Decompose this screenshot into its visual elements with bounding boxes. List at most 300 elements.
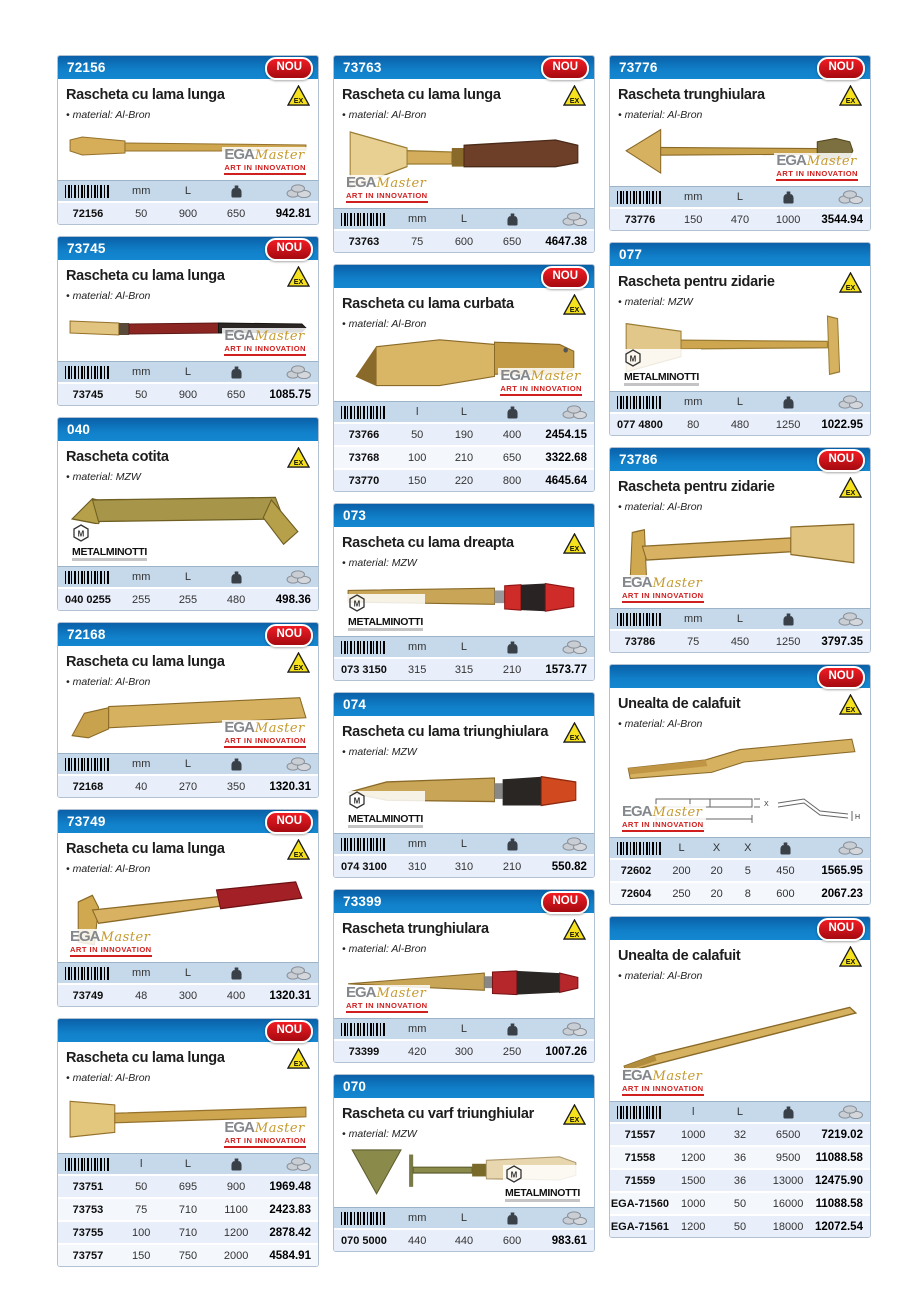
unit-label: mm [684,396,703,408]
row-value: 315 [454,663,474,676]
product-title: Rascheta cu lama curbata [342,296,514,312]
coins-icon [562,212,588,226]
product-card [609,916,871,1238]
weight-icon [231,571,242,584]
spec-table [58,962,318,1006]
spec-table [334,401,594,491]
card-header [58,237,318,260]
coins-icon [562,1022,588,1036]
row-value: 75 [687,635,700,648]
row-value: 440 [408,1234,427,1247]
material-note: • material: MZW [342,1128,417,1140]
product-card [333,889,595,1063]
row-price: 1007.26 [545,1045,587,1058]
ega-master-logo: EGA Master ART IN INNOVATION [344,175,430,203]
row-weight: 2000 [223,1249,249,1262]
table-row [334,422,594,445]
unit-label: L [460,1212,468,1224]
card-header [610,56,870,79]
metalminotti-logo: M METALMINOTTI [346,791,425,829]
table-body [610,207,870,230]
ex-warning-icon [839,694,862,715]
weight-icon [231,967,242,980]
nou-badge: NOU [817,57,865,80]
product-title: Rascheta cu lama lunga [66,268,225,284]
ega-master-logo: EGA Master ART IN INNOVATION [222,328,308,356]
coins-icon [838,612,864,626]
row-price: 1969.48 [269,1180,311,1193]
ega-master-logo: EGA Master ART IN INNOVATION [222,1120,308,1148]
row-value: 250 [672,887,691,900]
row-price: 4647.38 [545,235,587,248]
table-body [58,382,318,405]
product-card [57,236,319,406]
unit-label: L [736,191,744,203]
spec-table [610,608,870,652]
row-weight: 650 [226,388,246,401]
barcode-icon [341,641,385,654]
row-weight: 400 [502,428,522,441]
card-header [334,265,594,288]
spec-table [58,566,318,610]
product-image-area [66,486,310,562]
row-code: 73763 [348,235,380,248]
hexagon-icon [348,594,366,612]
row-value: 80 [687,418,700,431]
unit-label: L [184,366,192,378]
row-value: 50 [135,207,148,220]
row-code: 71559 [624,1174,656,1187]
material-note: • material: Al-Bron [66,109,151,121]
nou-badge: NOU [265,811,313,834]
coins-icon [286,966,312,980]
table-header [610,609,870,629]
product-card [333,264,595,492]
unit-label: mm [132,571,151,583]
material-note: • material: MZW [618,296,693,308]
spec-table [58,361,318,405]
product-code: 040 [67,422,91,437]
svg-text:EX: EX [569,306,580,315]
row-value: 600 [454,235,474,248]
ex-warning-icon [839,272,862,293]
metalminotti-logo: M METALMINOTTI [503,1165,582,1203]
ex-warning-icon [839,85,862,106]
table-header [610,1102,870,1122]
row-code: 72604 [620,887,652,900]
nou-badge: NOU [541,266,589,289]
table-row [610,1122,870,1145]
barcode-icon [65,185,109,198]
row-code: 72168 [72,780,104,793]
material-note: • material: Al-Bron [66,863,151,875]
row-value: 255 [178,593,198,606]
row-value: 480 [730,418,750,431]
ega-master-logo: EGA Master ART IN INNOVATION [68,929,154,957]
table-header [58,754,318,774]
product-title: Rascheta cu lama lunga [66,841,225,857]
product-title: Rascheta cotita [66,449,169,465]
product-title: Rascheta cu lama lunga [66,87,225,103]
row-value: 1000 [680,1197,706,1210]
product-image-area [618,124,862,182]
coins-icon [838,1105,864,1119]
table-header [58,963,318,983]
row-weight: 450 [776,864,795,877]
product-card [609,447,871,653]
product-code: 73786 [619,452,658,467]
unit-label: mm [132,758,151,770]
row-value: 50 [135,388,148,401]
row-weight: 18000 [772,1220,804,1233]
row-value: 270 [178,780,198,793]
unit-label: L [736,613,744,625]
ex-warning-icon [287,266,310,287]
svg-text:X: X [764,801,769,808]
barcode-icon [617,613,661,626]
nou-badge: NOU [265,57,313,80]
coins-icon [286,365,312,379]
row-value: 150 [684,213,703,226]
svg-text:M: M [353,599,361,608]
table-row [334,445,594,468]
product-title: Rascheta trunghiulara [618,87,765,103]
material-note: • material: Al-Bron [342,318,427,330]
product-card [333,1074,595,1252]
row-value: 310 [454,860,474,873]
weight-icon [780,842,791,855]
row-code: 71557 [624,1128,656,1141]
row-price: 1573.77 [545,663,587,676]
nou-badge: NOU [265,1020,313,1043]
svg-text:EX: EX [569,545,580,554]
product-code: 073 [343,508,367,523]
unit-label: L [184,1158,192,1170]
weight-icon [507,1023,518,1036]
nou-badge: NOU [265,624,313,647]
card-header [610,243,870,266]
svg-text:M: M [510,1170,518,1179]
row-price: 1320.31 [269,989,311,1002]
row-price: 550.82 [551,860,587,873]
table-row [610,1191,870,1214]
material-note: • material: Al-Bron [618,109,703,121]
svg-text:EX: EX [569,931,580,940]
product-code: 73745 [67,241,106,256]
row-value: 300 [178,989,198,1002]
unit-label: L [460,1023,468,1035]
row-weight: 350 [226,780,246,793]
weight-icon [507,1212,518,1225]
weight-icon [507,406,518,419]
ex-warning-icon [563,294,586,315]
material-note: • material: Al-Bron [618,501,703,513]
table-body [610,858,870,904]
ex-warning-icon [563,533,586,554]
product-card [57,622,319,798]
row-value: 150 [408,474,427,487]
table-header [334,1019,594,1039]
barcode-icon [65,1158,109,1171]
product-title: Rascheta cu lama lunga [66,654,225,670]
svg-text:M: M [77,529,85,538]
row-weight: 600 [502,1234,522,1247]
svg-text:M: M [629,354,637,363]
svg-text:EX: EX [845,706,856,715]
table-row [334,468,594,491]
product-code: 73763 [343,60,382,75]
row-value: 255 [132,593,151,606]
table-body [58,774,318,797]
spec-table [334,636,594,680]
table-header [334,834,594,854]
product-image [618,733,862,791]
product-image-area [66,878,310,958]
table-body [58,201,318,224]
product-card [57,55,319,225]
table-body [334,657,594,680]
table-header [610,392,870,412]
row-weight: 250 [502,1045,522,1058]
material-note: • material: MZW [342,557,417,569]
unit-label: X [712,842,721,854]
row-value: 310 [408,860,427,873]
row-code: 074 3100 [340,860,387,873]
table-row [334,229,594,252]
unit-label: l [139,1158,143,1170]
row-code: 71558 [624,1151,656,1164]
table-row [610,412,870,435]
coins-icon [838,190,864,204]
row-code: 073 3150 [340,663,387,676]
row-weight: 480 [226,593,246,606]
row-price: 11088.58 [815,1197,863,1210]
coins-icon [562,837,588,851]
spec-table [334,833,594,877]
unit-label: L [460,838,468,850]
weight-icon [507,213,518,226]
product-code: 070 [343,1079,367,1094]
card-header [334,693,594,716]
product-image-area [618,311,862,387]
table-row [58,201,318,224]
row-value: 190 [454,428,474,441]
svg-text:EX: EX [293,278,304,287]
ex-warning-icon [287,447,310,468]
unit-label: X [744,842,752,854]
table-row [58,1197,318,1220]
card-header [58,623,318,646]
metalminotti-logo: M METALMINOTTI [622,349,701,387]
product-image-area [618,516,862,604]
table-row [334,854,594,877]
ex-warning-icon [287,839,310,860]
table-row [610,207,870,230]
spec-table [610,391,870,435]
card-header [334,56,594,79]
ega-master-logo: EGA Master ART IN INNOVATION [222,720,308,748]
product-card [609,664,871,905]
weight-icon [507,641,518,654]
table-row [610,858,870,881]
product-card [609,55,871,231]
spec-table [610,837,870,904]
row-value: 150 [132,1249,151,1262]
product-code: 72156 [67,60,106,75]
product-card [333,503,595,681]
weight-icon [783,613,794,626]
row-weight: 9500 [775,1151,801,1164]
table-header [334,1208,594,1228]
coins-icon [286,570,312,584]
svg-text:EX: EX [569,97,580,106]
ega-master-logo: EGA Master ART IN INNOVATION [344,985,430,1013]
row-code: 72602 [620,864,652,877]
ex-warning-icon [563,1104,586,1125]
row-code: 73757 [72,1249,104,1262]
row-price: 2454.15 [545,428,587,441]
barcode-icon [65,967,109,980]
svg-text:EX: EX [293,459,304,468]
unit-label: mm [132,185,151,197]
spec-table [58,1153,318,1266]
table-row [610,1214,870,1237]
product-image-area [618,733,862,833]
product-title: Rascheta pentru zidarie [618,479,775,495]
row-code: 077 4800 [616,418,663,431]
row-price: 7219.02 [821,1128,863,1141]
unit-label: L [460,641,468,653]
row-weight: 1000 [775,213,801,226]
row-code: 73770 [348,474,380,487]
ega-master-logo: EGA Master ART IN INNOVATION [222,147,308,175]
coins-icon [286,184,312,198]
row-weight: 16000 [772,1197,804,1210]
unit-label: L [678,842,685,854]
svg-text:H: H [855,814,861,821]
row-price: 2878.42 [269,1226,311,1239]
material-note: • material: Al-Bron [618,970,703,982]
card-body [58,79,318,180]
unit-label: L [460,213,468,225]
row-value: 75 [135,1203,148,1216]
table-header [58,1154,318,1174]
row-weight: 1100 [224,1203,248,1216]
row-value: 750 [178,1249,198,1262]
product-image-area [342,572,586,632]
row-value: 36 [733,1151,747,1164]
table-row [58,382,318,405]
spec-table [610,186,870,230]
row-price: 983.61 [551,1234,587,1247]
ega-master-logo: EGA Master ART IN INNOVATION [620,575,706,603]
table-body [58,587,318,610]
row-value: 420 [408,1045,427,1058]
spec-table [334,1018,594,1062]
product-image-area [66,691,310,749]
nou-badge: NOU [541,891,589,914]
card-header [334,890,594,913]
row-value: 5 [744,864,751,877]
table-body [334,854,594,877]
ex-warning-icon [287,652,310,673]
nou-badge: NOU [817,449,865,472]
row-weight: 650 [226,207,246,220]
table-body [334,229,594,252]
row-weight: 1250 [775,635,801,648]
table-header [334,637,594,657]
row-price: 1085.75 [269,388,311,401]
product-image-area [342,958,586,1014]
table-body [334,1039,594,1062]
row-value: 470 [730,213,750,226]
ex-warning-icon [563,722,586,743]
unit-label: L [184,967,192,979]
unit-label: mm [132,967,151,979]
spec-table [334,208,594,252]
material-note: • material: Al-Bron [618,718,703,730]
product-card [333,692,595,878]
row-price: 3544.94 [821,213,863,226]
row-value: 8 [744,887,751,900]
barcode-icon [617,842,661,855]
unit-label: mm [408,1212,427,1224]
row-weight: 210 [502,663,522,676]
table-row [334,657,594,680]
weight-icon [507,838,518,851]
card-header [58,56,318,79]
coins-icon [838,395,864,409]
product-title: Rascheta pentru zidarie [618,274,775,290]
row-value: 1200 [680,1151,706,1164]
material-note: • material: Al-Bron [342,109,427,121]
spec-table [334,1207,594,1251]
product-title: Rascheta cu varf triunghiular [342,1106,534,1122]
barcode-icon [341,1023,385,1036]
product-image-area [342,1143,586,1203]
row-weight: 210 [502,860,522,873]
table-row [334,1228,594,1251]
ex-warning-icon [839,477,862,498]
product-code: 73776 [619,60,658,75]
spec-table [58,180,318,224]
metalminotti-logo: M METALMINOTTI [70,524,149,562]
row-value: 200 [672,864,691,877]
product-card [609,242,871,436]
table-header [58,567,318,587]
ex-warning-icon [563,85,586,106]
barcode-icon [341,406,385,419]
svg-text:EX: EX [845,97,856,106]
row-price: 11088.58 [815,1151,863,1164]
table-body [610,629,870,652]
barcode-icon [617,1106,661,1119]
card-header [334,504,594,527]
ega-master-logo: EGA Master ART IN INNOVATION [620,1068,706,1096]
row-weight: 650 [502,451,522,464]
row-price: 942.81 [275,207,311,220]
row-value: 36 [733,1174,747,1187]
row-value: 50 [733,1197,747,1210]
table-header [334,209,594,229]
table-body [58,1174,318,1266]
row-value: 220 [454,474,474,487]
row-code: 73749 [72,989,104,1002]
row-value: 710 [178,1203,198,1216]
product-title: Unealta de calafuit [618,696,741,712]
table-body [610,1122,870,1237]
unit-label: mm [684,613,703,625]
